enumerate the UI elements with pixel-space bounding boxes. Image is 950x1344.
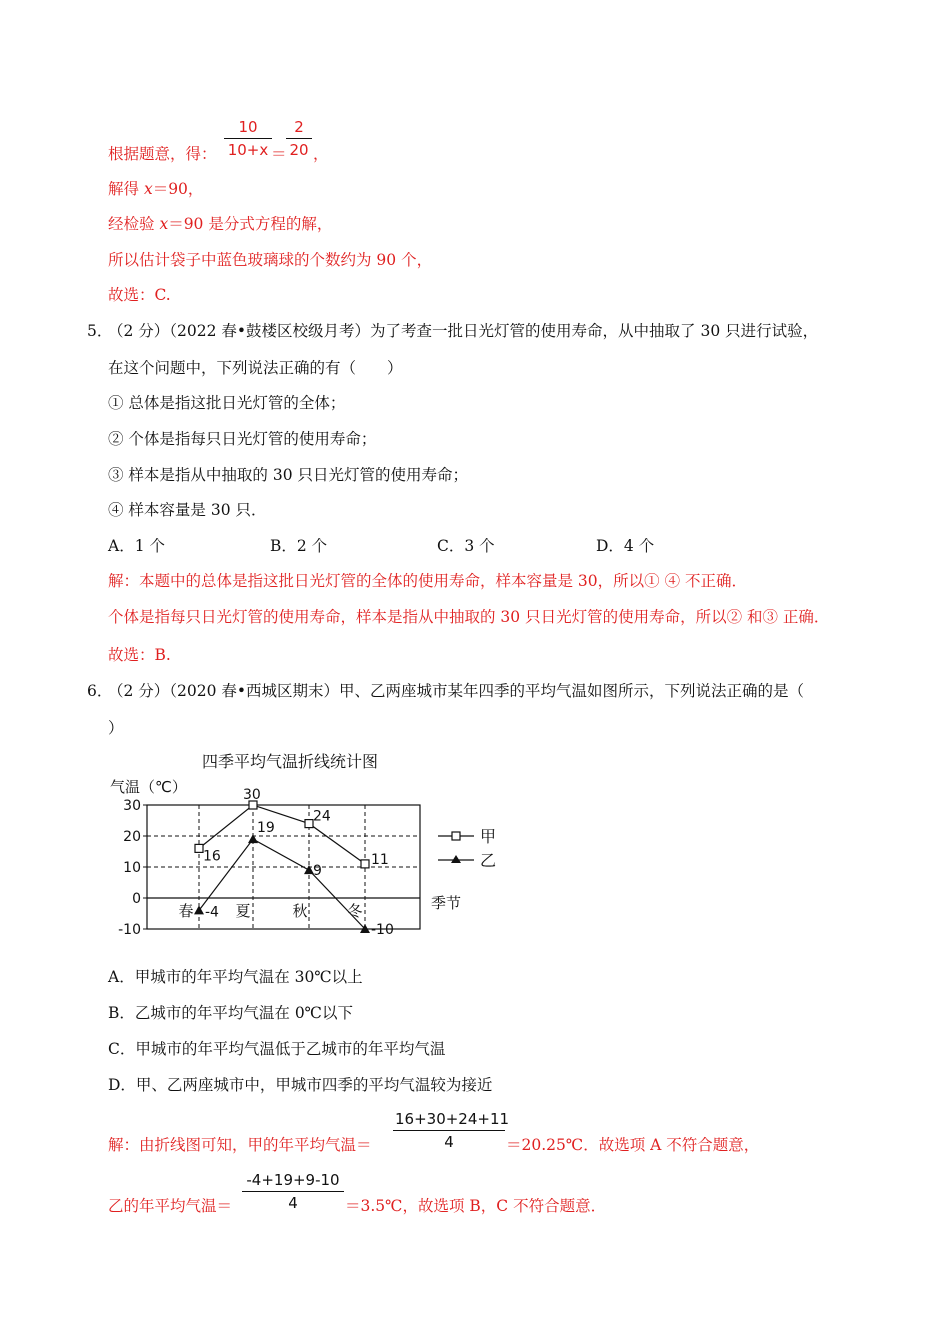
chart-category-label: 春 [178, 902, 194, 920]
fraction-numerator: 16+30+24+11 [393, 1110, 505, 1131]
q5-statement-3: ③ 样本是指从中抽取的 30 只日光灯管的使用寿命； [108, 466, 469, 484]
q6-stem-line1: （2 分）（2020 春•西城区期末）甲、乙两座城市某年四季的平均气温如图所示，下列说法正确的是（ [108, 682, 805, 700]
q6-option-c: C．甲城市的年平均气温低于乙城市的年平均气温 [108, 1040, 446, 1058]
q5-option-c: C．3 个 [437, 537, 495, 555]
fraction-numerator: -4+19+9-10 [242, 1171, 344, 1192]
chart-data-label: 9 [313, 863, 322, 880]
prev-solution-line3 [108, 214, 332, 234]
q6-option-b: B．乙城市的年平均气温在 0℃以下 [108, 1004, 354, 1022]
chart-data-label: 24 [313, 808, 331, 825]
chart-x-axis-label: 季节 [431, 894, 462, 912]
line2-text-b: ＝90， [152, 180, 204, 198]
chart-y-tick-label: -10 [118, 922, 141, 938]
chart-y-tick-label: 10 [123, 860, 141, 876]
line2-text: 解得 [108, 180, 144, 198]
q6-solution-line2-prefix: 乙的年平均气温＝ [108, 1197, 233, 1215]
chart-data-label: -10 [371, 922, 394, 938]
fraction-denominator: 4 [288, 1194, 298, 1212]
chart-y-tick-label: 0 [132, 891, 141, 907]
q5-stem-line1: （2 分）（2022 春•鼓楼区校级月考）为了考查一批日光灯管的使用寿命，从中抽取了 30 只进行试验， [108, 322, 819, 340]
chart-point-square [305, 820, 313, 828]
line1-prefix: 根据题意，得： [108, 145, 217, 163]
q6-solution-line2-suffix: ＝3.5℃，故选项 B，C 不符合题意． [345, 1197, 607, 1215]
prev-solution-answer: 故选：C. [108, 286, 171, 304]
q5-option-b: B．2 个 [270, 537, 328, 555]
line3-text-b: ＝90 是分式方程的解， [168, 215, 333, 233]
prev-solution-eq [271, 144, 287, 164]
q6-option-d: D．甲、乙两座城市中，甲城市四季的平均气温较为接近 [108, 1076, 493, 1094]
fraction-denominator: 10+x [227, 141, 269, 159]
q5-solution-line2: 个体是指每只日光灯管的使用寿命，样本是指从中抽取的 30 只日光灯管的使用寿命，所以② 和③ 正确． [108, 608, 830, 626]
chart-data-label: -4 [205, 904, 219, 921]
fraction-numerator: 2 [286, 118, 312, 139]
variable-x: x [159, 215, 169, 233]
q5-solution-answer: 故选：B. [108, 646, 171, 664]
fraction-yi-average [242, 1171, 344, 1212]
fraction-numerator: 10 [224, 118, 272, 139]
chart-data-label: 11 [371, 851, 389, 868]
q6-option-a: A．甲城市的年平均气温在 30℃以上 [108, 968, 363, 986]
chart-data-label: 30 [243, 787, 261, 803]
q5-option-a: A．1 个 [108, 537, 165, 555]
chart-category-label: 冬 [347, 902, 363, 920]
chart-y-tick-label: 20 [123, 829, 141, 845]
q5-solution-line1: 解：本题中的总体是指这批日光灯管的全体的使用寿命，样本容量是 30，所以① ④ 不正确． [108, 572, 748, 590]
chart-category-label: 秋 [292, 902, 308, 920]
q6-solution-line1-suffix: ＝20.25℃．故选项 A 不符合题意， [506, 1136, 760, 1154]
chart-y-ticks [118, 798, 147, 938]
chart-point-square [195, 844, 203, 852]
fraction-denominator: 4 [444, 1133, 454, 1151]
chart-series-line-yi [199, 839, 365, 929]
prev-solution-line2 [108, 179, 203, 199]
equals-sign: ＝ [271, 145, 287, 163]
fraction-denominator: 20 [289, 141, 309, 159]
q5-statement-4: ④ 样本容量是 30 只． [108, 501, 267, 519]
line3-text: 经检验 [108, 215, 160, 233]
legend-label-jia: 甲 [480, 827, 497, 846]
chart-data-label: 16 [203, 848, 221, 865]
q5-statement-1: ① 总体是指这批日光灯管的全体； [108, 394, 346, 412]
chart-category-label: 夏 [235, 902, 251, 920]
variable-x: x [143, 180, 153, 198]
q5-option-d: D．4 个 [596, 537, 655, 555]
chart-y-tick-label: 30 [123, 798, 141, 814]
q6-stem-line2: ） [108, 719, 124, 737]
prev-solution-line4: 所以估计袋子中蓝色玻璃球的个数约为 90 个， [108, 251, 433, 269]
fraction-jia-average [393, 1110, 510, 1151]
prev-solution-line1 [108, 144, 217, 164]
fraction-10-over-10x [224, 118, 272, 159]
chart-title: 四季平均气温折线统计图 [201, 752, 379, 771]
fraction-2-over-20 [286, 118, 312, 159]
legend-marker-square [452, 832, 460, 840]
q6-solution-line1-prefix: 解：由折线图可知，甲的年平均气温＝ [108, 1136, 372, 1154]
q5-statement-2: ② 个体是指每只日光灯管的使用寿命； [108, 430, 377, 448]
chart-point-square [361, 860, 369, 868]
chart-y-axis-label: 气温（℃） [110, 778, 187, 796]
chart-legend [436, 825, 516, 875]
q5-stem-line2: 在这个问题中，下列说法正确的有（ ） [108, 359, 403, 377]
chart-data-label: 19 [257, 820, 275, 837]
legend-marker-triangle [451, 855, 461, 863]
line1-suffix: ， [313, 145, 329, 163]
prev-solution-comma [313, 144, 329, 164]
q6-number: 6． [87, 682, 113, 700]
q5-number: 5． [87, 322, 113, 340]
legend-label-yi: 乙 [480, 851, 497, 870]
